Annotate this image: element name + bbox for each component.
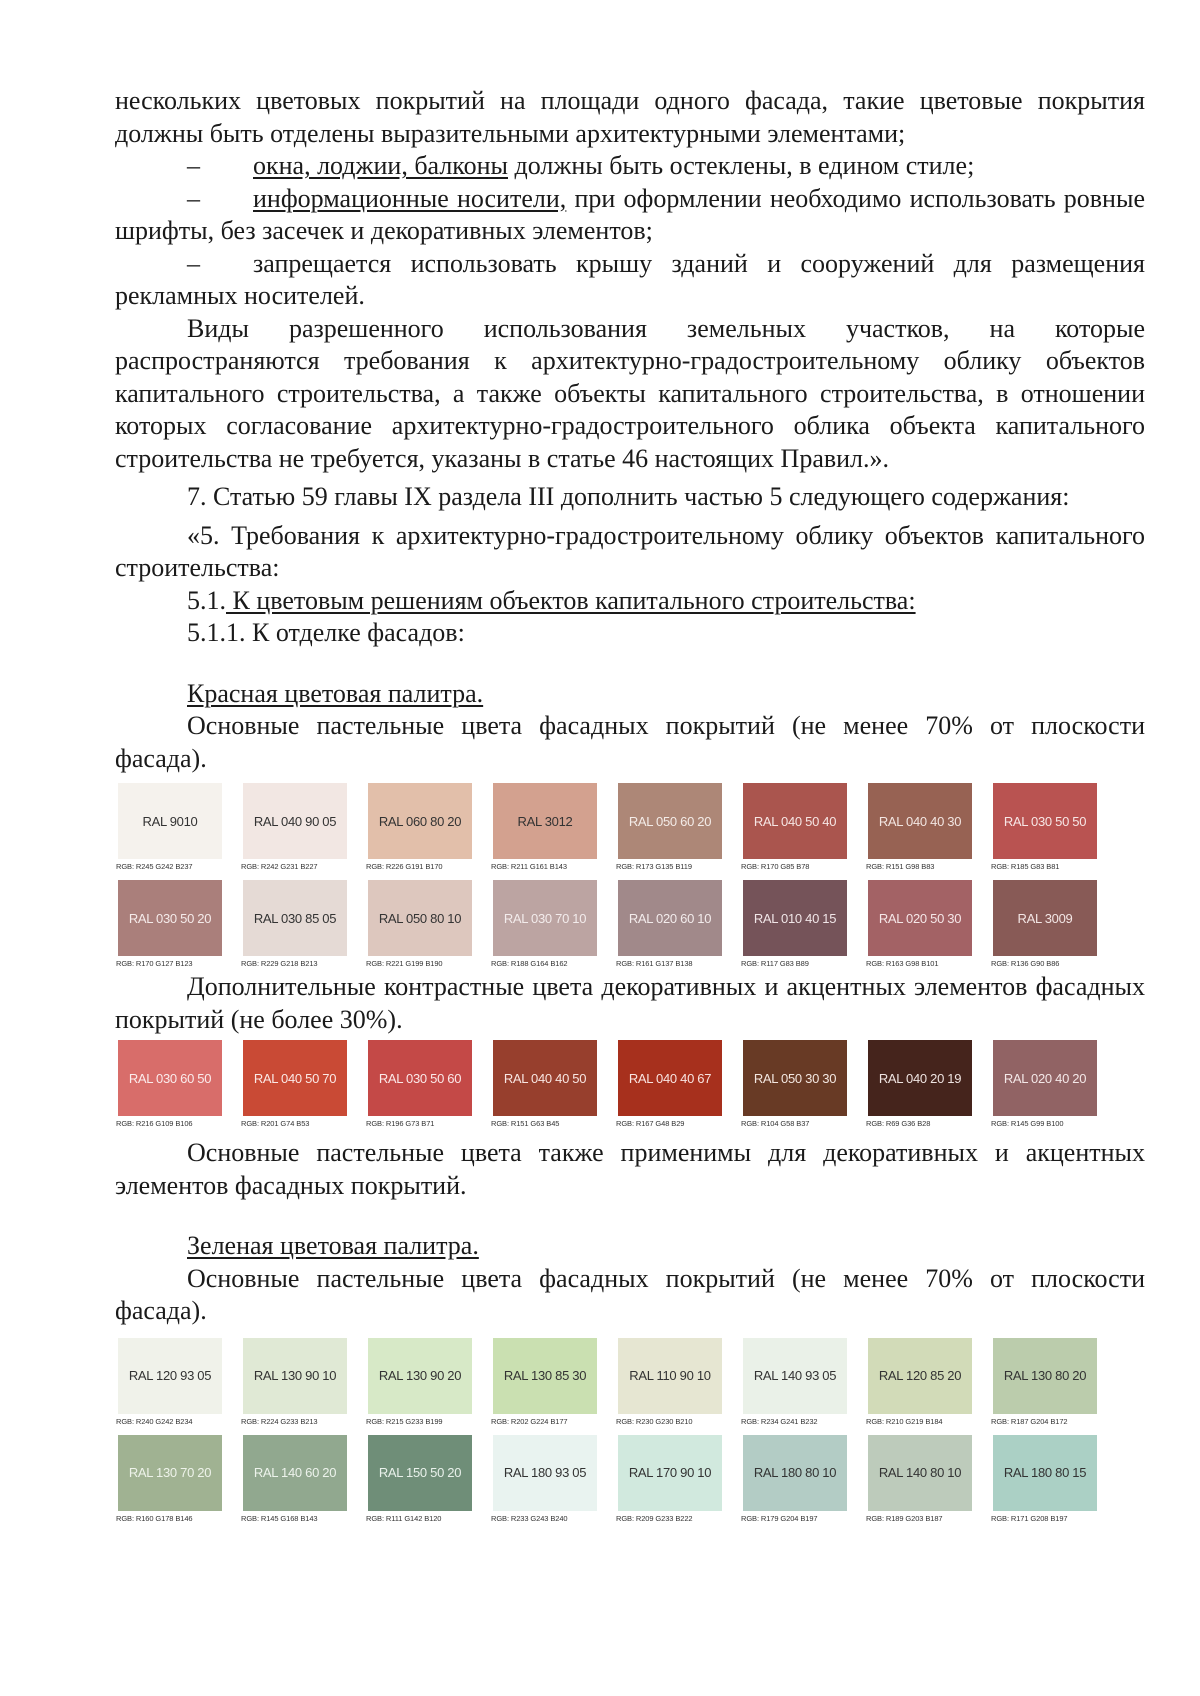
swatch-rgb-label: RGB: R151 G98 B83 <box>866 862 935 871</box>
list-item-roof <box>115 248 1145 313</box>
swatch-chip: RAL 030 50 60 <box>368 1040 472 1116</box>
dash-2: – <box>187 183 200 213</box>
list-item-info-carriers <box>115 183 1145 248</box>
color-swatch <box>240 1338 365 1433</box>
swatch-chip: RAL 130 70 20 <box>118 1435 222 1511</box>
color-swatch <box>365 1040 490 1135</box>
swatch-rgb-label: RGB: R211 G161 B143 <box>491 862 567 871</box>
color-swatch <box>865 1435 990 1530</box>
swatch-chip: RAL 020 40 20 <box>993 1040 1097 1116</box>
swatch-rgb-label: RGB: R170 G127 B123 <box>116 959 193 968</box>
swatch-chip: RAL 030 85 05 <box>243 880 347 956</box>
heading-5-1-number: 5.1. <box>187 585 226 615</box>
swatch-rgb-label: RGB: R104 G58 B37 <box>741 1119 810 1128</box>
color-swatch <box>615 1338 740 1433</box>
swatch-chip: RAL 180 80 15 <box>993 1435 1097 1511</box>
color-swatch <box>115 880 240 975</box>
dash-3: – <box>187 248 200 278</box>
swatch-chip: RAL 050 60 20 <box>618 783 722 859</box>
swatch-rgb-label: RGB: R189 G203 B187 <box>866 1513 943 1523</box>
dash-1: – <box>187 151 200 180</box>
swatch-rgb-label: RGB: R188 G164 B162 <box>491 959 568 968</box>
heading-green-palette: Зеленая цветовая палитра. <box>187 1231 479 1260</box>
swatch-rgb-label: RGB: R161 G137 B138 <box>616 959 693 968</box>
swatch-chip: RAL 180 80 10 <box>743 1435 847 1511</box>
red-accent-row <box>115 1040 1145 1135</box>
swatch-rgb-label: RGB: R163 G98 B101 <box>866 959 939 968</box>
paragraph-red-accent: Дополнительные контрастные цвета декоративных и акцентных элементов фасадных покрытий (не более 30%). <box>115 972 1145 1034</box>
color-swatch <box>740 880 865 975</box>
swatch-chip: RAL 030 70 10 <box>493 880 597 956</box>
list-item-roof-text: запрещается использовать крышу зданий и сооружений для размещения рекламных носителей. <box>115 248 1145 310</box>
swatch-chip: RAL 140 80 10 <box>868 1435 972 1511</box>
color-swatch <box>740 1338 865 1433</box>
color-swatch <box>615 783 740 878</box>
swatch-rgb-label: RGB: R111 G142 B120 <box>366 1513 442 1523</box>
color-swatch <box>240 1435 365 1530</box>
swatch-rgb-label: RGB: R221 G199 B190 <box>366 959 443 968</box>
red-main-row-1 <box>115 783 1145 878</box>
swatch-rgb-label: RGB: R202 G224 B177 <box>491 1416 568 1426</box>
swatch-chip: RAL 120 85 20 <box>868 1338 972 1414</box>
swatch-chip: RAL 120 93 05 <box>118 1338 222 1414</box>
paragraph-requirements-5: «5. Требования к архитектурно-градостроительному облику объектов капитального строительства: <box>115 520 1145 582</box>
red-main-row-2 <box>115 880 1145 975</box>
list-item-windows <box>115 150 1145 183</box>
paragraph-red-main: Основные пастельные цвета фасадных покрытий (не менее 70% от плоскости фасада). <box>115 711 1145 773</box>
swatch-chip: RAL 030 50 20 <box>118 880 222 956</box>
heading-5-1 <box>115 585 1145 618</box>
swatch-chip: RAL 040 90 05 <box>243 783 347 859</box>
color-swatch <box>115 783 240 878</box>
swatch-rgb-label: RGB: R209 G233 B222 <box>616 1513 693 1523</box>
swatch-rgb-label: RGB: R160 G178 B146 <box>116 1513 193 1523</box>
swatch-chip: RAL 050 80 10 <box>368 880 472 956</box>
swatch-chip: RAL 3012 <box>493 783 597 859</box>
swatch-chip: RAL 130 90 10 <box>243 1338 347 1414</box>
swatch-rgb-label: RGB: R145 G168 B143 <box>241 1513 318 1523</box>
swatch-chip: RAL 040 40 67 <box>618 1040 722 1116</box>
color-swatch <box>740 1435 865 1530</box>
color-swatch <box>990 783 1115 878</box>
swatch-chip: RAL 020 50 30 <box>868 880 972 956</box>
swatch-rgb-label: RGB: R224 G233 B213 <box>241 1416 318 1426</box>
swatch-chip: RAL 040 40 30 <box>868 783 972 859</box>
link-color-solutions[interactable]: К цветовым решениям объектов капитального строительства: <box>226 585 916 615</box>
swatch-chip: RAL 3009 <box>993 880 1097 956</box>
color-swatch <box>615 1040 740 1135</box>
swatch-rgb-label: RGB: R171 G208 B197 <box>991 1513 1068 1523</box>
paragraph-land-use: Виды разрешенного использования земельных участков, на которые распространяются требования к архитектурно-градостроительному облику объектов капитального строительства, а также объекты капитального строительства, в отношении которых согласование архитектурно-градостроительного облика объекта капитального строительства не требуется, указаны в статье 46 настоящих Правил.». <box>115 313 1145 473</box>
swatch-chip: RAL 040 50 40 <box>743 783 847 859</box>
swatch-chip: RAL 030 50 50 <box>993 783 1097 859</box>
list-item-windows-text: должны быть остеклены, в едином стиле; <box>508 151 975 180</box>
swatch-rgb-label: RGB: R179 G204 B197 <box>741 1513 818 1523</box>
color-swatch <box>740 783 865 878</box>
list-item-info-carriers-text: при оформлении необходимо использовать ровные шрифты, без засечек и декоративных элементов; <box>115 183 1145 245</box>
swatch-rgb-label: RGB: R226 G191 B170 <box>366 862 443 871</box>
paragraph-red-note: Основные пастельные цвета также применимы для декоративных и акцентных элементов фасадных покрытий. <box>115 1138 1145 1200</box>
heading-5-1-1: 5.1.1. К отделке фасадов: <box>187 618 465 647</box>
swatch-chip: RAL 150 50 20 <box>368 1435 472 1511</box>
swatch-rgb-label: RGB: R187 G204 B172 <box>991 1416 1068 1426</box>
paragraph-article-59: 7. Статью 59 главы IX раздела III дополнить частью 5 следующего содержания: <box>187 482 1070 511</box>
swatch-chip: RAL 060 80 20 <box>368 783 472 859</box>
swatch-rgb-label: RGB: R185 G83 B81 <box>991 862 1060 871</box>
swatch-rgb-label: RGB: R69 G36 B28 <box>866 1119 931 1128</box>
swatch-rgb-label: RGB: R215 G233 B199 <box>366 1416 443 1426</box>
swatch-rgb-label: RGB: R151 G63 B45 <box>491 1119 560 1128</box>
swatch-chip: RAL 030 60 50 <box>118 1040 222 1116</box>
swatch-rgb-label: RGB: R173 G135 B119 <box>616 862 692 871</box>
swatch-chip: RAL 9010 <box>118 783 222 859</box>
color-swatch <box>865 1338 990 1433</box>
color-swatch <box>490 1040 615 1135</box>
color-swatch <box>865 880 990 975</box>
swatch-chip: RAL 140 93 05 <box>743 1338 847 1414</box>
color-swatch <box>615 880 740 975</box>
swatch-rgb-label: RGB: R234 G241 B232 <box>741 1416 818 1426</box>
swatch-rgb-label: RGB: R233 G243 B240 <box>491 1513 568 1523</box>
swatch-chip: RAL 010 40 15 <box>743 880 847 956</box>
color-swatch <box>365 1338 490 1433</box>
swatch-rgb-label: RGB: R167 G48 B29 <box>616 1119 685 1128</box>
heading-red-palette: Красная цветовая палитра. <box>187 678 484 708</box>
swatch-chip: RAL 020 60 10 <box>618 880 722 956</box>
color-swatch <box>990 1040 1115 1135</box>
color-swatch <box>240 880 365 975</box>
color-swatch <box>115 1338 240 1433</box>
swatch-rgb-label: RGB: R201 G74 B53 <box>241 1119 310 1128</box>
link-windows[interactable]: окна, лоджии, балконы <box>253 151 508 180</box>
paragraph-green-main: Основные пастельные цвета фасадных покрытий (не менее 70% от плоскости фасада). <box>115 1263 1145 1325</box>
color-swatch <box>615 1435 740 1530</box>
color-swatch <box>240 783 365 878</box>
swatch-rgb-label: RGB: R240 G242 B234 <box>116 1416 193 1426</box>
color-swatch <box>990 1338 1115 1433</box>
color-swatch <box>490 783 615 878</box>
swatch-chip: RAL 140 60 20 <box>243 1435 347 1511</box>
swatch-rgb-label: RGB: R242 G231 B227 <box>241 862 318 871</box>
color-swatch <box>490 880 615 975</box>
swatch-rgb-label: RGB: R230 G230 B210 <box>616 1416 693 1426</box>
color-swatch <box>865 783 990 878</box>
swatch-chip: RAL 170 90 10 <box>618 1435 722 1511</box>
color-swatch <box>865 1040 990 1135</box>
color-swatch <box>740 1040 865 1135</box>
swatch-chip: RAL 180 93 05 <box>493 1435 597 1511</box>
swatch-chip: RAL 040 20 19 <box>868 1040 972 1116</box>
color-swatch <box>990 1435 1115 1530</box>
color-swatch <box>490 1435 615 1530</box>
swatch-chip: RAL 130 80 20 <box>993 1338 1097 1414</box>
swatch-chip: RAL 040 50 70 <box>243 1040 347 1116</box>
document-page <box>115 85 1145 1530</box>
color-swatch <box>240 1040 365 1135</box>
color-swatch <box>990 880 1115 975</box>
swatch-rgb-label: RGB: R245 G242 B237 <box>116 862 193 871</box>
swatch-rgb-label: RGB: R196 G73 B71 <box>366 1119 435 1128</box>
color-swatch <box>115 1040 240 1135</box>
color-swatch <box>365 783 490 878</box>
swatch-rgb-label: RGB: R210 G219 B184 <box>866 1416 943 1426</box>
color-swatch <box>490 1338 615 1433</box>
swatch-chip: RAL 050 30 30 <box>743 1040 847 1116</box>
green-main-row-2 <box>115 1435 1145 1530</box>
swatch-rgb-label: RGB: R117 G83 B89 <box>741 959 809 968</box>
swatch-chip: RAL 130 90 20 <box>368 1338 472 1414</box>
swatch-rgb-label: RGB: R136 G90 B86 <box>991 959 1060 968</box>
swatch-rgb-label: RGB: R229 G218 B213 <box>241 959 318 968</box>
swatch-chip: RAL 040 40 50 <box>493 1040 597 1116</box>
color-swatch <box>115 1435 240 1530</box>
swatch-chip: RAL 130 85 30 <box>493 1338 597 1414</box>
green-main-row-1 <box>115 1338 1145 1433</box>
swatch-rgb-label: RGB: R145 G99 B100 <box>991 1119 1064 1128</box>
swatch-rgb-label: RGB: R170 G85 B78 <box>741 862 810 871</box>
paragraph-facade-coatings: нескольких цветовых покрытий на площади одного фасада, такие цветовые покрытия должны быть отделены выразительными архитектурными элементами; <box>115 86 1145 148</box>
swatch-rgb-label: RGB: R216 G109 B106 <box>116 1119 193 1128</box>
color-swatch <box>365 1435 490 1530</box>
swatch-chip: RAL 110 90 10 <box>618 1338 722 1414</box>
color-swatch <box>365 880 490 975</box>
link-info-carriers[interactable]: информационные носители, <box>253 183 567 213</box>
